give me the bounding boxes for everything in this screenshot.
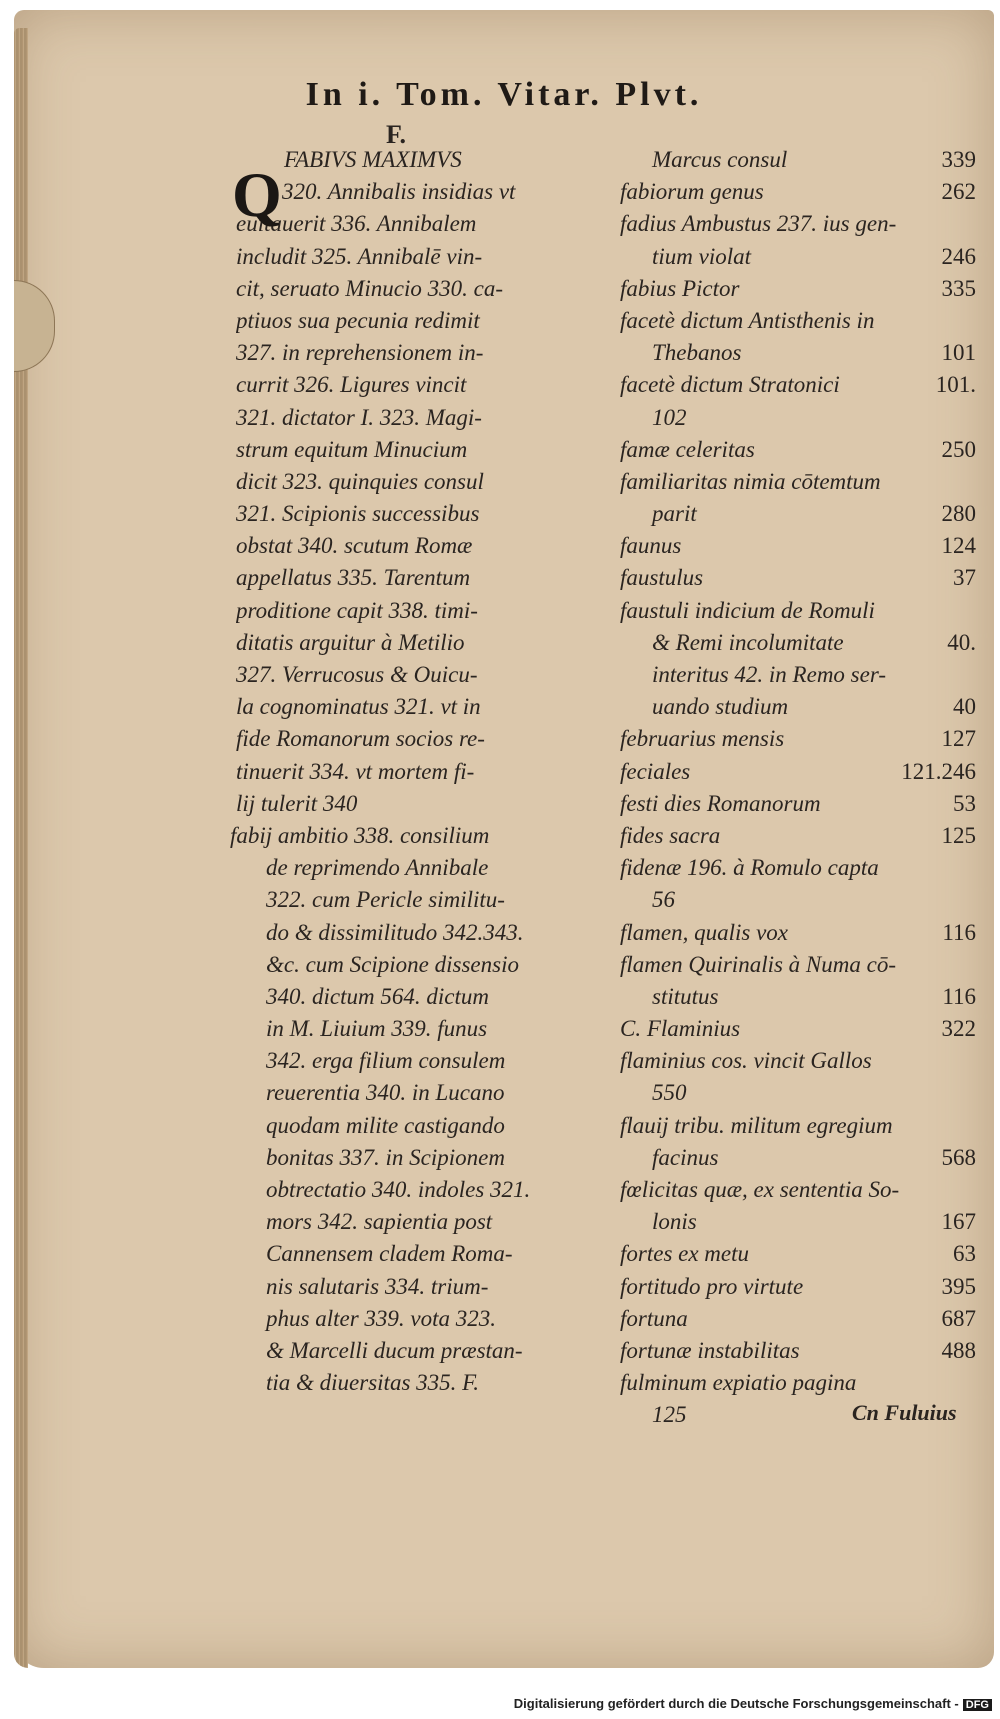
entry-text: feciales <box>620 758 691 784</box>
index-entry <box>620 659 980 691</box>
index-line: &c. cum Scipione dissensio <box>266 951 519 977</box>
page-number <box>976 659 980 691</box>
page-number <box>976 402 980 434</box>
index-entry <box>620 1206 980 1238</box>
index-line: in M. Liuium 339. funus <box>266 1016 488 1042</box>
footer-text: Digitalisierung gefördert durch die Deutsche Forschungsgemeinschaft - <box>513 1696 959 1711</box>
entry-text: Thebanos <box>652 340 742 366</box>
index-entry <box>620 820 980 852</box>
entry-text: fides sacra <box>620 822 721 848</box>
drop-cap: Q <box>232 159 282 230</box>
page-number: 687 <box>941 1305 976 1331</box>
page-number: 101. <box>935 372 976 398</box>
entry-text: Marcus consul <box>652 147 788 172</box>
index-line: strum equitum Minucium <box>236 436 468 462</box>
index-entry <box>620 1271 980 1303</box>
index-entry <box>620 1174 980 1206</box>
page-number <box>976 208 980 240</box>
index-line: fide Romanorum socios re- <box>236 726 485 752</box>
index-entry <box>620 949 980 981</box>
index-line: bonitas 337. in Scipionem <box>266 1144 505 1170</box>
page-number: 395 <box>941 1273 976 1299</box>
index-line: 327. Verrucosus & Ouicu- <box>236 662 478 687</box>
page-number: 335 <box>941 275 976 301</box>
page-number <box>976 884 980 916</box>
entry-text: famæ celeritas <box>620 436 755 462</box>
index-line: 322. cum Pericle similitu- <box>266 887 505 913</box>
page-number: 121.246 <box>901 758 976 784</box>
page-number <box>976 1045 980 1077</box>
page-number: 53 <box>953 790 976 816</box>
page-number: 262 <box>941 179 976 205</box>
entry-text: faustuli indicium de Romuli <box>620 597 875 623</box>
page-number: 280 <box>941 501 976 527</box>
index-entry <box>620 530 980 562</box>
page-number: 101 <box>941 340 976 366</box>
index-entry <box>620 562 980 594</box>
entry-text: fortuna <box>620 1305 688 1331</box>
index-entry <box>620 176 980 208</box>
index-line: 340. dictum 564. dictum <box>266 983 489 1009</box>
entry-text: familiaritas nimia cōtemtum <box>620 468 881 494</box>
entry-text: uando studium <box>652 694 789 720</box>
index-entry <box>620 788 980 820</box>
entry-text: faustulus <box>620 565 704 591</box>
entry-text: faunus <box>620 533 682 559</box>
index-entry <box>620 144 980 176</box>
entry-text: fabiorum genus <box>620 179 764 205</box>
index-line: 327. in reprehensionem in- <box>236 340 484 366</box>
tab-marker <box>14 280 55 372</box>
entry-text: facetè dictum Stratonici <box>620 372 840 398</box>
index-line: 342. erga filium consulem <box>266 1048 506 1074</box>
entry-text: flaminius cos. vincit Gallos <box>620 1048 872 1074</box>
dfg-logo: DFG <box>963 1699 992 1711</box>
index-line: reuerentia 340. in Lucano <box>266 1080 505 1106</box>
index-line: ditatis arguitur à Metilio <box>236 629 465 655</box>
right-column <box>620 144 980 1432</box>
page-number <box>976 466 980 498</box>
index-entry <box>620 241 980 273</box>
index-entry <box>620 691 980 723</box>
page-number: 125 <box>941 822 976 848</box>
entry-text: fortes ex metu <box>620 1241 750 1267</box>
entry-text: festi dies Romanorum <box>620 790 821 816</box>
page-number: 488 <box>941 1337 976 1363</box>
catchword: Cn Fuluius <box>852 1400 957 1425</box>
page-number <box>976 852 980 884</box>
section-letter: F. <box>386 120 406 149</box>
entry-text: facetè dictum Antisthenis in <box>620 307 875 333</box>
entry-text: flamen Quirinalis à Numa cō- <box>620 951 896 977</box>
index-line: tia & diuersitas 335. F. <box>266 1370 479 1396</box>
digitization-footer <box>0 1696 992 1711</box>
book-page <box>14 10 994 1668</box>
entry-text: fulminum expiatio pagina <box>620 1370 857 1396</box>
entry-text: flauij tribu. militum egregium <box>620 1112 893 1138</box>
index-line: obstat 340. scutum Romæ <box>236 533 473 559</box>
entry-text: lonis <box>652 1209 697 1235</box>
page-number: 37 <box>953 565 976 591</box>
page-number: 339 <box>941 147 976 172</box>
index-line: proditione capit 338. timi- <box>236 597 478 623</box>
page-edge <box>14 28 28 1668</box>
index-line: ptiuos sua pecunia redimit <box>236 307 480 333</box>
page-number <box>976 1399 980 1431</box>
index-line: de reprimendo Annibale <box>266 855 489 881</box>
index-entry <box>620 884 980 916</box>
index-entry <box>620 1013 980 1045</box>
running-header: In i. Tom. Vitar. Plvt. <box>305 76 703 113</box>
page-number <box>976 949 980 981</box>
page-number <box>976 1367 980 1399</box>
page-number <box>976 1110 980 1142</box>
entry-text: facinus <box>652 1144 719 1170</box>
page-number: 40. <box>947 629 976 655</box>
page-number <box>976 305 980 337</box>
page-number: 40 <box>953 694 976 720</box>
index-entry <box>620 1335 980 1367</box>
entry-text: interitus 42. in Remo ser- <box>652 662 886 687</box>
index-entry <box>620 723 980 755</box>
entry-text: fidenæ 196. à Romulo capta <box>620 855 879 881</box>
index-line: FABIVS MAXIMVS <box>284 147 462 172</box>
index-entry <box>620 337 980 369</box>
index-line: lij tulerit 340 <box>236 790 358 816</box>
index-line: la cognominatus 321. vt in <box>236 694 481 720</box>
entry-text: 550 <box>652 1080 687 1106</box>
index-line: obtrectatio 340. indoles 321. <box>266 1177 531 1202</box>
page-number: 167 <box>941 1209 976 1235</box>
index-entry <box>620 852 980 884</box>
entry-text: tium violat <box>652 243 752 269</box>
index-entry <box>620 917 980 949</box>
entry-text: 125 <box>652 1402 687 1428</box>
page-number: 63 <box>953 1241 976 1267</box>
index-entry <box>620 208 980 240</box>
page-number: 116 <box>942 919 976 945</box>
index-entry <box>620 595 980 627</box>
index-line: tinuerit 334. vt mortem fi- <box>236 758 475 784</box>
index-entry <box>620 498 980 530</box>
entry-text: fadius Ambustus 237. ius gen- <box>620 211 897 237</box>
index-line: & Marcelli ducum præstan- <box>266 1337 523 1363</box>
entry-text: C. Flaminius <box>620 1016 741 1042</box>
index-line: includit 325. Annibalē vin- <box>236 243 483 269</box>
index-line: do & dissimilitudo 342.343. <box>266 919 524 945</box>
index-line: 320. Annibalis insidias vt <box>282 179 516 205</box>
index-line: cit, seruato Minucio 330. ca- <box>236 275 504 301</box>
index-line: quodam milite castigando <box>266 1112 505 1138</box>
page-number: 250 <box>941 436 976 462</box>
index-line: 321. dictator I. 323. Magi- <box>236 404 482 430</box>
index-line: Cannensem cladem Roma- <box>266 1241 513 1267</box>
page-number: 116 <box>942 983 976 1009</box>
page-number <box>976 1174 980 1206</box>
index-entry <box>620 305 980 337</box>
index-entry <box>620 273 980 305</box>
index-entry <box>620 756 980 788</box>
page-number: 127 <box>941 726 976 752</box>
index-line: currit 326. Ligures vincit <box>236 372 467 398</box>
index-line: dicit 323. quinquies consul <box>236 468 484 494</box>
index-entry <box>620 402 980 434</box>
page-number <box>976 595 980 627</box>
entry-text: flamen, qualis vox <box>620 919 788 945</box>
index-entry <box>620 1238 980 1270</box>
entry-text: fortitudo pro virtute <box>620 1273 804 1299</box>
index-entry <box>620 369 980 401</box>
index-entry <box>620 466 980 498</box>
entry-text: stitutus <box>652 983 719 1009</box>
index-line: mors 342. sapientia post <box>266 1209 493 1235</box>
index-entry <box>620 1303 980 1335</box>
index-line: 321. Scipionis successibus <box>236 501 480 527</box>
index-entry <box>620 1142 980 1174</box>
page-number: 246 <box>941 243 976 269</box>
index-entry <box>620 627 980 659</box>
index-line: appellatus 335. Tarentum <box>236 565 471 591</box>
index-entry <box>620 434 980 466</box>
entry-text: & Remi incolumitate <box>652 629 844 655</box>
index-entry <box>620 1045 980 1077</box>
page-number: 322 <box>941 1016 976 1042</box>
index-entry <box>620 1367 980 1399</box>
index-line: fabij ambitio 338. consilium <box>230 822 490 848</box>
index-line: phus alter 339. vota 323. <box>266 1305 496 1331</box>
index-line: euitauerit 336. Annibalem <box>236 211 477 237</box>
index-entry <box>620 981 980 1013</box>
entry-text: parit <box>652 501 697 527</box>
entry-text: fabius Pictor <box>620 275 740 301</box>
entry-text: fortunæ instabilitas <box>620 1337 800 1363</box>
index-entry <box>620 1110 980 1142</box>
left-column <box>230 144 596 1399</box>
entry-text: februarius mensis <box>620 726 785 752</box>
entry-text: 102 <box>652 404 687 430</box>
entry-text: 56 <box>652 887 675 913</box>
index-line: nis salutaris 334. trium- <box>266 1273 489 1299</box>
entry-text: fœlicitas quæ, ex sententia So- <box>620 1177 900 1202</box>
page-number: 124 <box>941 533 976 559</box>
page-number: 568 <box>941 1144 976 1170</box>
page-number <box>976 1077 980 1109</box>
index-entry <box>620 1077 980 1109</box>
